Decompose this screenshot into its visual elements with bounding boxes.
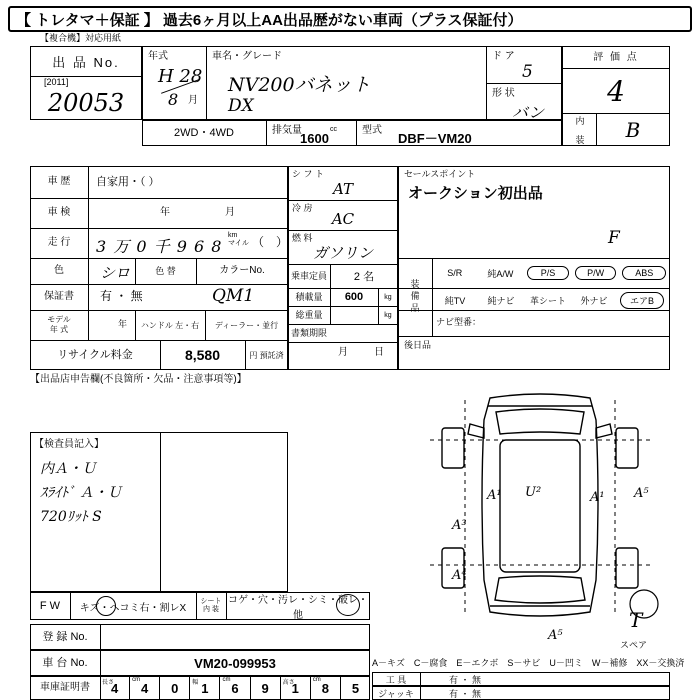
legend-text: A－キズ C－腐食 E－エクボ S－サビ U－凹ミ W－補修 XX－交換済 <box>372 658 685 668</box>
warranty-value: 有 ・ 無 <box>100 289 143 303</box>
cert-cell-unit: cm <box>312 677 321 683</box>
cert-cell: 6 cm <box>219 676 249 700</box>
exhibit-bracket: [2011] <box>44 77 69 87</box>
inspector-line-2: ｽﾗｲﾄﾞ Ａ・Ｕ <box>40 485 122 501</box>
doc-day-label: 日 <box>374 347 384 358</box>
history-label: 車 歴 <box>47 176 71 187</box>
displacement-label: 排気量 <box>272 125 302 136</box>
vehicle-grade: DX <box>228 96 254 116</box>
inspector-line-1: 内Ａ・Ｕ <box>40 461 96 477</box>
mileage-label: 走 行 <box>47 237 71 248</box>
cert-cell: 1 幅 <box>189 676 219 700</box>
weight-label: 総重量 <box>295 309 323 320</box>
jack-value: 有 ・ 無 <box>448 688 481 699</box>
chassis-label: 車 台 No. <box>42 656 88 669</box>
warranty-label: 保証書 <box>44 291 74 302</box>
seat-label: シート 内 装 <box>200 597 222 613</box>
equip-navi[interactable]: 純ナビ <box>487 295 515 306</box>
printer-note: 【複合機】対応用紙 <box>40 33 122 43</box>
diagram-mark-6: A⁵ <box>548 628 563 643</box>
nav-model-label: ナビ型番： <box>436 317 482 327</box>
cert-cell: 0 <box>159 676 189 700</box>
diagram-right-mark: A⁵ <box>634 486 649 501</box>
model-year-label: モデル 年 式 <box>47 315 71 334</box>
door-label: ド ア <box>492 51 515 62</box>
cert-cell: 9 <box>250 676 280 700</box>
equip-tv[interactable]: 純TV <box>444 295 466 306</box>
load-unit: kg <box>384 293 392 301</box>
cert-cell: 8 cm <box>310 676 340 700</box>
spare-label: スペア <box>620 640 648 650</box>
shift-label: シ フ ト <box>292 169 325 179</box>
diagram-mark-3: A¹ <box>590 490 605 505</box>
warranty-code: QM1 <box>212 286 255 306</box>
equip-sr[interactable]: S/R <box>447 268 463 278</box>
recycle-unit: 円 預託済 <box>249 350 284 360</box>
cert-cells <box>100 676 370 700</box>
damage-circle-1 <box>96 596 116 616</box>
rating-value: 4 <box>607 74 625 108</box>
cert-cell-unit: 高さ <box>282 680 295 686</box>
load-value: 600 <box>344 291 364 303</box>
damage-circle-2 <box>336 594 360 616</box>
equip-pw[interactable]: P/W <box>575 266 617 280</box>
model-year-unit: 年 <box>118 319 128 329</box>
divider <box>398 310 670 311</box>
dealer-label: ディーラー・並行 <box>214 320 279 330</box>
capacity-label: 乗車定員 <box>290 270 327 281</box>
exhibit-no-label: 出 品 No. <box>52 54 120 70</box>
equip-abs[interactable]: ABS <box>622 266 666 280</box>
year-month-value: 8 <box>168 90 179 109</box>
damage-items: キズ・ヘコミ右・割レX <box>79 602 187 614</box>
divider <box>288 230 398 231</box>
shift-value: AT <box>332 180 354 198</box>
cert-cell-unit: 幅 <box>192 680 199 686</box>
spare-mark: T <box>629 608 643 632</box>
registration-label: 登 録 No. <box>42 630 88 643</box>
fw-label: F W <box>39 599 61 612</box>
color-change-label: 色 替 <box>155 265 176 276</box>
shape-value: バン <box>512 103 545 122</box>
shape-label: 形 状 <box>492 88 515 99</box>
capacity-value: 2 名 <box>353 271 375 283</box>
equip-label: 装 備 品 <box>410 279 420 313</box>
equip-row-1 <box>436 262 666 284</box>
seller-note-label: 【出品店申告欄(不良箇所・欠品・注意事項等)】 <box>30 374 247 385</box>
mileage-value: 3 万 0 千 9 6 8 <box>96 237 223 256</box>
inspection-label: 車 検 <box>47 207 71 218</box>
model-value: DBF－VM20 <box>398 131 472 146</box>
diagram-mark-2: U² <box>525 485 542 500</box>
history-value: 自家用・（ ） <box>96 175 160 188</box>
divider <box>562 68 670 69</box>
equip-aw[interactable]: 純A/W <box>487 268 514 279</box>
year-value: H 28 <box>158 66 203 87</box>
cert-cell: 4 cm <box>129 676 159 700</box>
divider <box>398 336 670 337</box>
cert-label: 車庫証明書 <box>40 682 90 693</box>
recycle-label: リサイクル料金 <box>57 348 133 361</box>
divider <box>266 120 267 146</box>
equip-ps[interactable]: P/S <box>527 266 569 280</box>
year-month-label: 月 <box>188 95 198 106</box>
car-diagram <box>400 380 680 640</box>
divider <box>206 46 207 120</box>
inspector-line-3: 720ﾘｯﾄ S <box>40 509 102 525</box>
load-label: 積載量 <box>295 291 323 302</box>
exhibit-number: 20053 <box>47 89 125 117</box>
equip-leather[interactable]: 革シート <box>529 295 566 306</box>
color-value: シロ <box>100 264 131 282</box>
divider <box>288 200 398 201</box>
cert-cell-unit: cm <box>132 677 141 683</box>
cert-cell: 5 <box>340 676 370 700</box>
vehicle-name: NV200バネット <box>228 74 371 96</box>
name-label: 車名・グレード <box>212 51 282 62</box>
divider <box>88 166 89 340</box>
divider <box>288 342 398 343</box>
equip-row-2 <box>436 290 666 310</box>
model-label: 型式 <box>362 125 382 136</box>
rating-label: 評 価 点 <box>593 52 639 63</box>
displacement-value: 1600 <box>300 131 329 146</box>
divider <box>100 624 101 650</box>
divider <box>398 258 670 259</box>
divider <box>398 288 670 289</box>
diagram-top-mark: F <box>608 228 620 248</box>
car-diagram-svg <box>400 380 680 640</box>
diagram-mark-1: A¹ <box>487 488 502 503</box>
recycle-value: 8,580 <box>184 347 221 363</box>
ac-value: AC <box>331 210 355 228</box>
interior-label: 内 装 <box>574 115 585 144</box>
divider <box>432 258 433 336</box>
color-no-label: カラーNo. <box>219 265 265 276</box>
seat-items: コゲ・穴・汚レ・シミ・破レ・他 <box>228 595 368 621</box>
divider <box>356 120 357 146</box>
divider <box>486 83 562 84</box>
chassis-value: VM20-099953 <box>194 655 276 671</box>
year-label: 年式 <box>148 51 168 62</box>
equip-outnavi[interactable]: 外ナビ <box>580 295 608 306</box>
tools-value: 有 ・ 無 <box>448 674 481 685</box>
tools-label: 工 具 <box>385 674 407 685</box>
door-value: 5 <box>522 62 533 82</box>
jack-label: ジャッキ <box>378 688 414 699</box>
cert-cell-unit: 長さ <box>102 680 115 686</box>
inspection-year-label: 年 <box>160 207 170 218</box>
cert-cell: 1 高さ <box>280 676 310 700</box>
weight-unit: kg <box>384 311 392 319</box>
diagram-mark-4: A³ <box>452 518 467 533</box>
sales-label: セールスポイント <box>404 169 476 179</box>
mileage-unit: km マイル <box>228 232 249 247</box>
doc-month-label: 月 <box>338 347 348 358</box>
equip-airbag[interactable]: エアB <box>620 292 664 309</box>
handle-label: ハンドル 左・右 <box>140 320 200 330</box>
fuel-value: ガソリン <box>312 243 373 262</box>
displacement-unit: cc <box>330 126 337 133</box>
fuel-label: 燃 料 <box>292 233 313 243</box>
rear-label: 後日品 <box>404 340 432 350</box>
ac-label: 冷 房 <box>292 203 313 213</box>
drive-value: 2WD・4WD <box>174 126 234 139</box>
cert-cell: 4 長さ <box>100 676 129 700</box>
cert-cell-unit: cm <box>222 677 231 683</box>
divider <box>160 432 161 592</box>
diagram-mark-5: A⁴ <box>452 568 467 583</box>
interior-value: B <box>625 117 641 142</box>
inspector-label: 【検査員記入】 <box>34 439 104 450</box>
color-label: 色 <box>54 265 64 276</box>
doc-label: 書類期限 <box>290 327 327 338</box>
sales-text: オークション初出品 <box>408 185 543 202</box>
inspection-month-label: 月 <box>225 207 235 218</box>
mileage-paren: （ ） <box>252 235 289 249</box>
banner-title: 【 トレタマ＋保証 】 過去6ヶ月以上AA出品歴がない車両（プラス保証付） <box>8 6 692 32</box>
